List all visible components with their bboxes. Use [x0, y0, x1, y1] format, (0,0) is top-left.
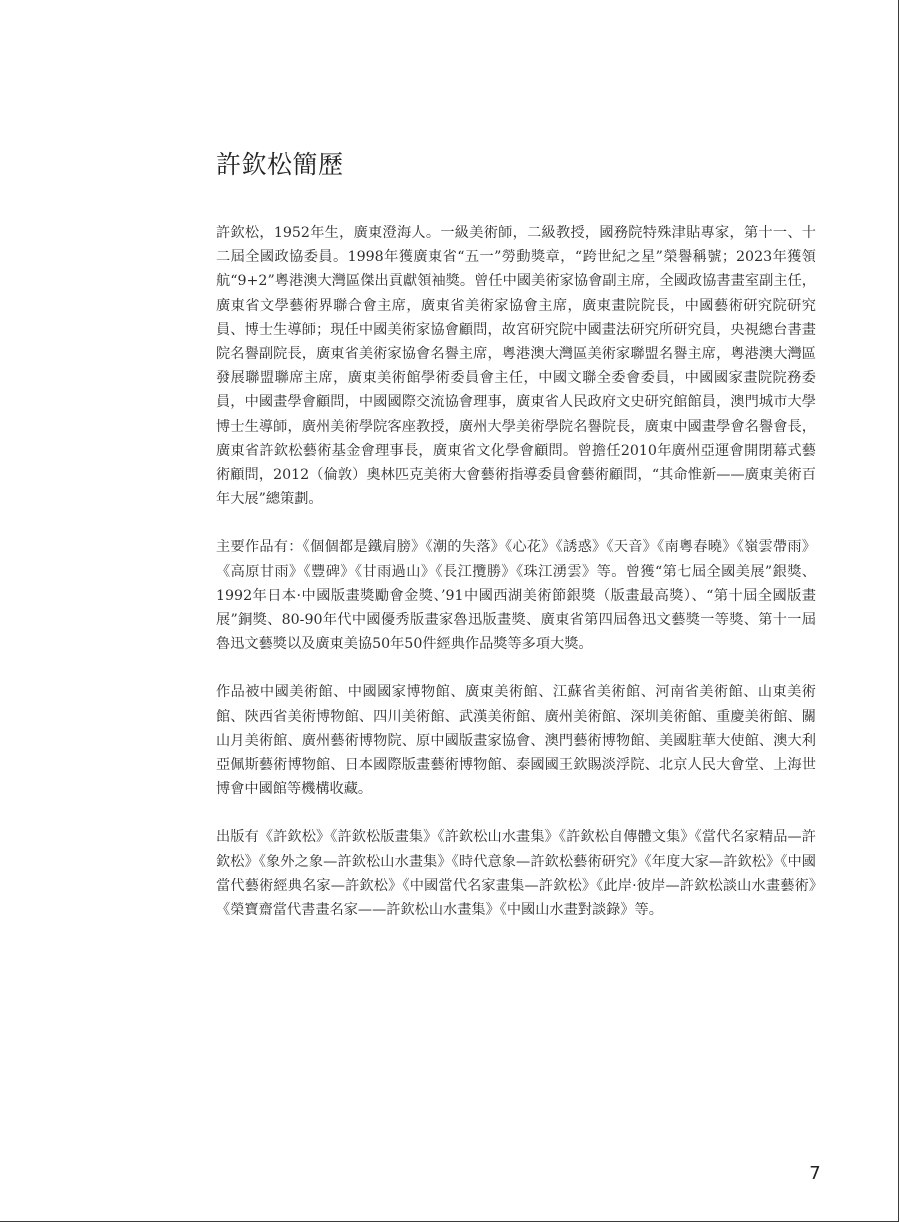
- collections-paragraph: 作品被中國美術館、中國國家博物館、廣東美術館、江蘇省美術館、河南省美術館、山東美術館、陝西省美術博物館、四川美術館、武漢美術館、廣州美術館、深圳美術館、重慶美術館、關山月美術館、廣州藝術博物院、原中國版畫家協會、澳門藝術博物館、美國駐華大使館、澳大利亞佩斯藝術博物館、日本國際版畫藝術博物館、泰國國王欽賜淡浮院、北京人民大會堂、上海世博會中國館等機構收藏。: [216, 684, 816, 798]
- document-body: [216, 145, 816, 946]
- works-paragraph: 主要作品有：《個個都是鐵肩膀》《潮的失落》《心花》《誘惑》《天音》《南粵春曉》《嶺雲帶雨》《高原甘雨》《豐碑》《甘雨過山》《長江攬勝》《珠江湧雲》等。曾獲“第七屆全國美展”銀獎、1992年日本·中國版畫獎勵會金獎、’91中國西湖美術節銀獎（版畫最高獎）、“第十屆全國版畫展”銅獎、80-90年代中國優秀版畫家魯迅版畫獎、廣東省第四屆魯迅文藝獎一等獎、第十一屆魯迅文藝獎以及廣東美協50年50件經典作品獎等多項大獎。: [216, 539, 816, 653]
- page-title: 許欽松簡歷: [216, 150, 344, 179]
- page-number: 7: [809, 1163, 821, 1184]
- biography-paragraph: 許欽松，1952年生，廣東澄海人。一級美術師，二級教授，國務院特殊津貼專家，第十一、十二屆全國政協委員。1998年獲廣東省“五一”勞動獎章，“跨世紀之星”榮譽稱號；2023年獲領航“9+2”粵港澳大灣區傑出貢獻領袖獎。曾任中國美術家協會副主席，全國政協書畫室副主任，廣東省文學藝術界聯合會主席，廣東省美術家協會主席，廣東畫院院長，中國藝術研究院研究員、博士生導師；現任中國美術家協會顧問，故宮研究院中國畫法研究所研究員，央視總台書畫院名譽副院長，廣東省美術家協會名譽主席，粵港澳大灣區美術家聯盟名譽主席，粵港澳大灣區發展聯盟聯席主席，廣東美術館學術委員會主任，中國文聯全委會委員，中國國家畫院院務委員，中國畫學會顧問，中國國際交流協會理事，廣東省人民政府文史研究館館員，澳門城市大學博士生導師，廣州美術學院客座教授，廣州大學美術學院名譽院長，廣東中國畫學會名譽會長，廣東省許欽松藝術基金會理事長，廣東省文化學會顧問。曾擔任2010年廣州亞運會開閉幕式藝術顧問，2012（倫敦）奧林匹克美術大會藝術指導委員會藝術顧問，“其命惟新——廣東美術百年大展”總策劃。: [216, 225, 816, 508]
- publications-paragraph: 出版有《許欽松》《許欽松版畫集》《許欽松山水畫集》《許欽松自傳體文集》《當代名家精品—許欽松》《象外之象—許欽松山水畫集》《時代意象—許欽松藝術研究》《年度大家—許欽松》《中國當代藝術經典名家—許欽松》《中國當代名家畫集—許欽松》《此岸·彼岸—許欽松談山水畫藝術》《榮寶齋當代書畫名家——許欽松山水畫集》《中國山水畫對談錄》等。: [216, 829, 816, 919]
